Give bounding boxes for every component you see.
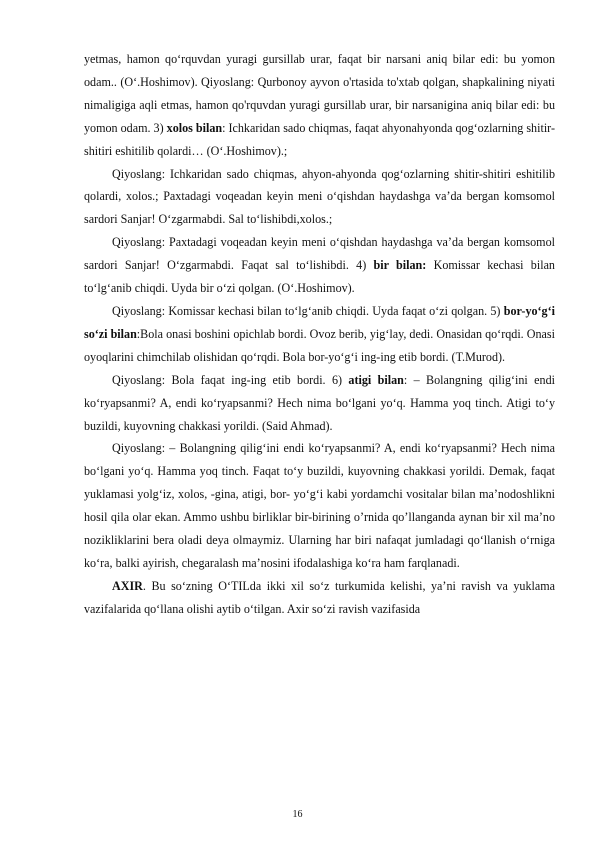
text-run: . Bu so‘zning O‘TILda ikki xil so‘z turkumida kelishi, ya’ni ravish va yuklama vazifalarida qo‘llana olishi aytib o‘tilgan. Axir so‘zi ravish vazifasida — [84, 578, 555, 616]
text-run: :Bola onasi boshini opichlab bordi. Ovoz berib, yig‘lay, dedi. Onasidan qo‘rqdi. Onasi oyoqlarini chimchilab olishidan qo‘rqdi. Bola bor-yo‘g‘i ing-ing etib bordi. (T.Murod). — [84, 326, 555, 364]
text-run: Qiyoslang: Ichkaridan sado chiqmas, ahyon-ahyonda qog‘ozlarning shitir-shitiri eshitilib qolardi, xolos.; Paxtadagi voqeadan keyin meni o‘qishdan haydashga va’da bergan komsomol sardori Sanjar! O‘zgarmabdi. Sal to‘lishibdi,xolos.; — [84, 166, 555, 227]
text-run: Qiyoslang: Bola faqat ing-ing etib bordi. 6) — [112, 372, 349, 387]
bold-term: AXIR — [112, 578, 143, 593]
text-run: : – Bolangning qilig‘ini endi ko‘ryapsanmi? A, endi ko‘ryapsanmi? Hech nima bo‘lgani yo‘q. Hamma yoq tinch. Atigi to‘y buzildi, kuyovning chakkasi yorildi. (Said Ahmad). — [84, 372, 555, 433]
text-run: Qiyoslang: Komissar kechasi bilan to‘lg‘anib chiqdi. Uyda faqat o‘zi qolgan. 5) — [112, 303, 504, 318]
paragraph-2 — [84, 163, 555, 232]
bold-term: bir bilan: — [373, 258, 427, 273]
paragraph-6 — [84, 437, 555, 574]
paragraph-3 — [84, 231, 555, 300]
paragraph-1 — [84, 48, 555, 163]
document-body — [84, 48, 555, 621]
bold-term: xolos bilan — [166, 120, 223, 135]
paragraph-7 — [84, 575, 555, 621]
text-run: Komissar kechasi bilan to‘lg‘anib chiqdi. Uyda bir o‘zi qolgan. (O‘.Hoshimov). — [84, 258, 555, 296]
bold-term: bor-yo‘g‘i so‘zi bilan — [84, 303, 555, 341]
text-run: Qiyoslang: Paxtadagi voqeadan keyin meni o‘qishdan haydashga va’da bergan komsomol sardori Sanjar! O‘zgarmabdi. Faqat sal to‘lishibdi. 4) — [84, 235, 555, 273]
text-run: yetmas, hamon qo‘rquvdan yuragi gursillab urar, faqat bir narsani aniq bilar edi: bu yomon odam.. (O‘.Hoshimov). Qiyoslang: Qurbonoy ayvon o'rtasida to'xtab qolgan, shapkalining niyati nimaligiga aqli etmas, hamon qo'rquvdan yuragi gursillab urar, bir narsanigina aniq bilar edi: bu yomon odam. 3) — [84, 52, 555, 135]
text-run: Qiyoslang: – Bolangning qilig‘ini endi ko‘ryapsanmi? A, endi ko‘ryapsanmi? Hech nima bo‘lgani yo‘q. Hamma yoq tinch. Faqat to‘y buzildi, kuyovning chakkasi yorildi. Demak, faqat yuklamasi yolg‘iz, xolos, -gina, atigi, bor- yo‘g‘i kabi yordamchi vositalar bilan ma’nodoshlikni hosil qila olar ekan. Ammo ushbu birliklar bir-birining o’rnida qo’llanganda aynan bir xil ma’no nozikliklarini bera oladi deya olmaymiz. Ularning har biri nafaqat jumladagi qo‘llanish o‘rniga ko‘ra, balki ayirish, chegaralash ma’nosini ifodalashiga ko‘ra ham farqlanadi. — [84, 441, 555, 570]
paragraph-4 — [84, 300, 555, 369]
bold-term: atigi bilan — [348, 372, 404, 387]
paragraph-5 — [84, 369, 555, 438]
text-run: : Ichkaridan sado chiqmas, faqat ahyonahyonda qog‘ozlarning shitir-shitiri eshitilib qolardi… (O‘.Hoshimov).; — [84, 120, 555, 158]
page-number: 16 — [292, 809, 303, 820]
